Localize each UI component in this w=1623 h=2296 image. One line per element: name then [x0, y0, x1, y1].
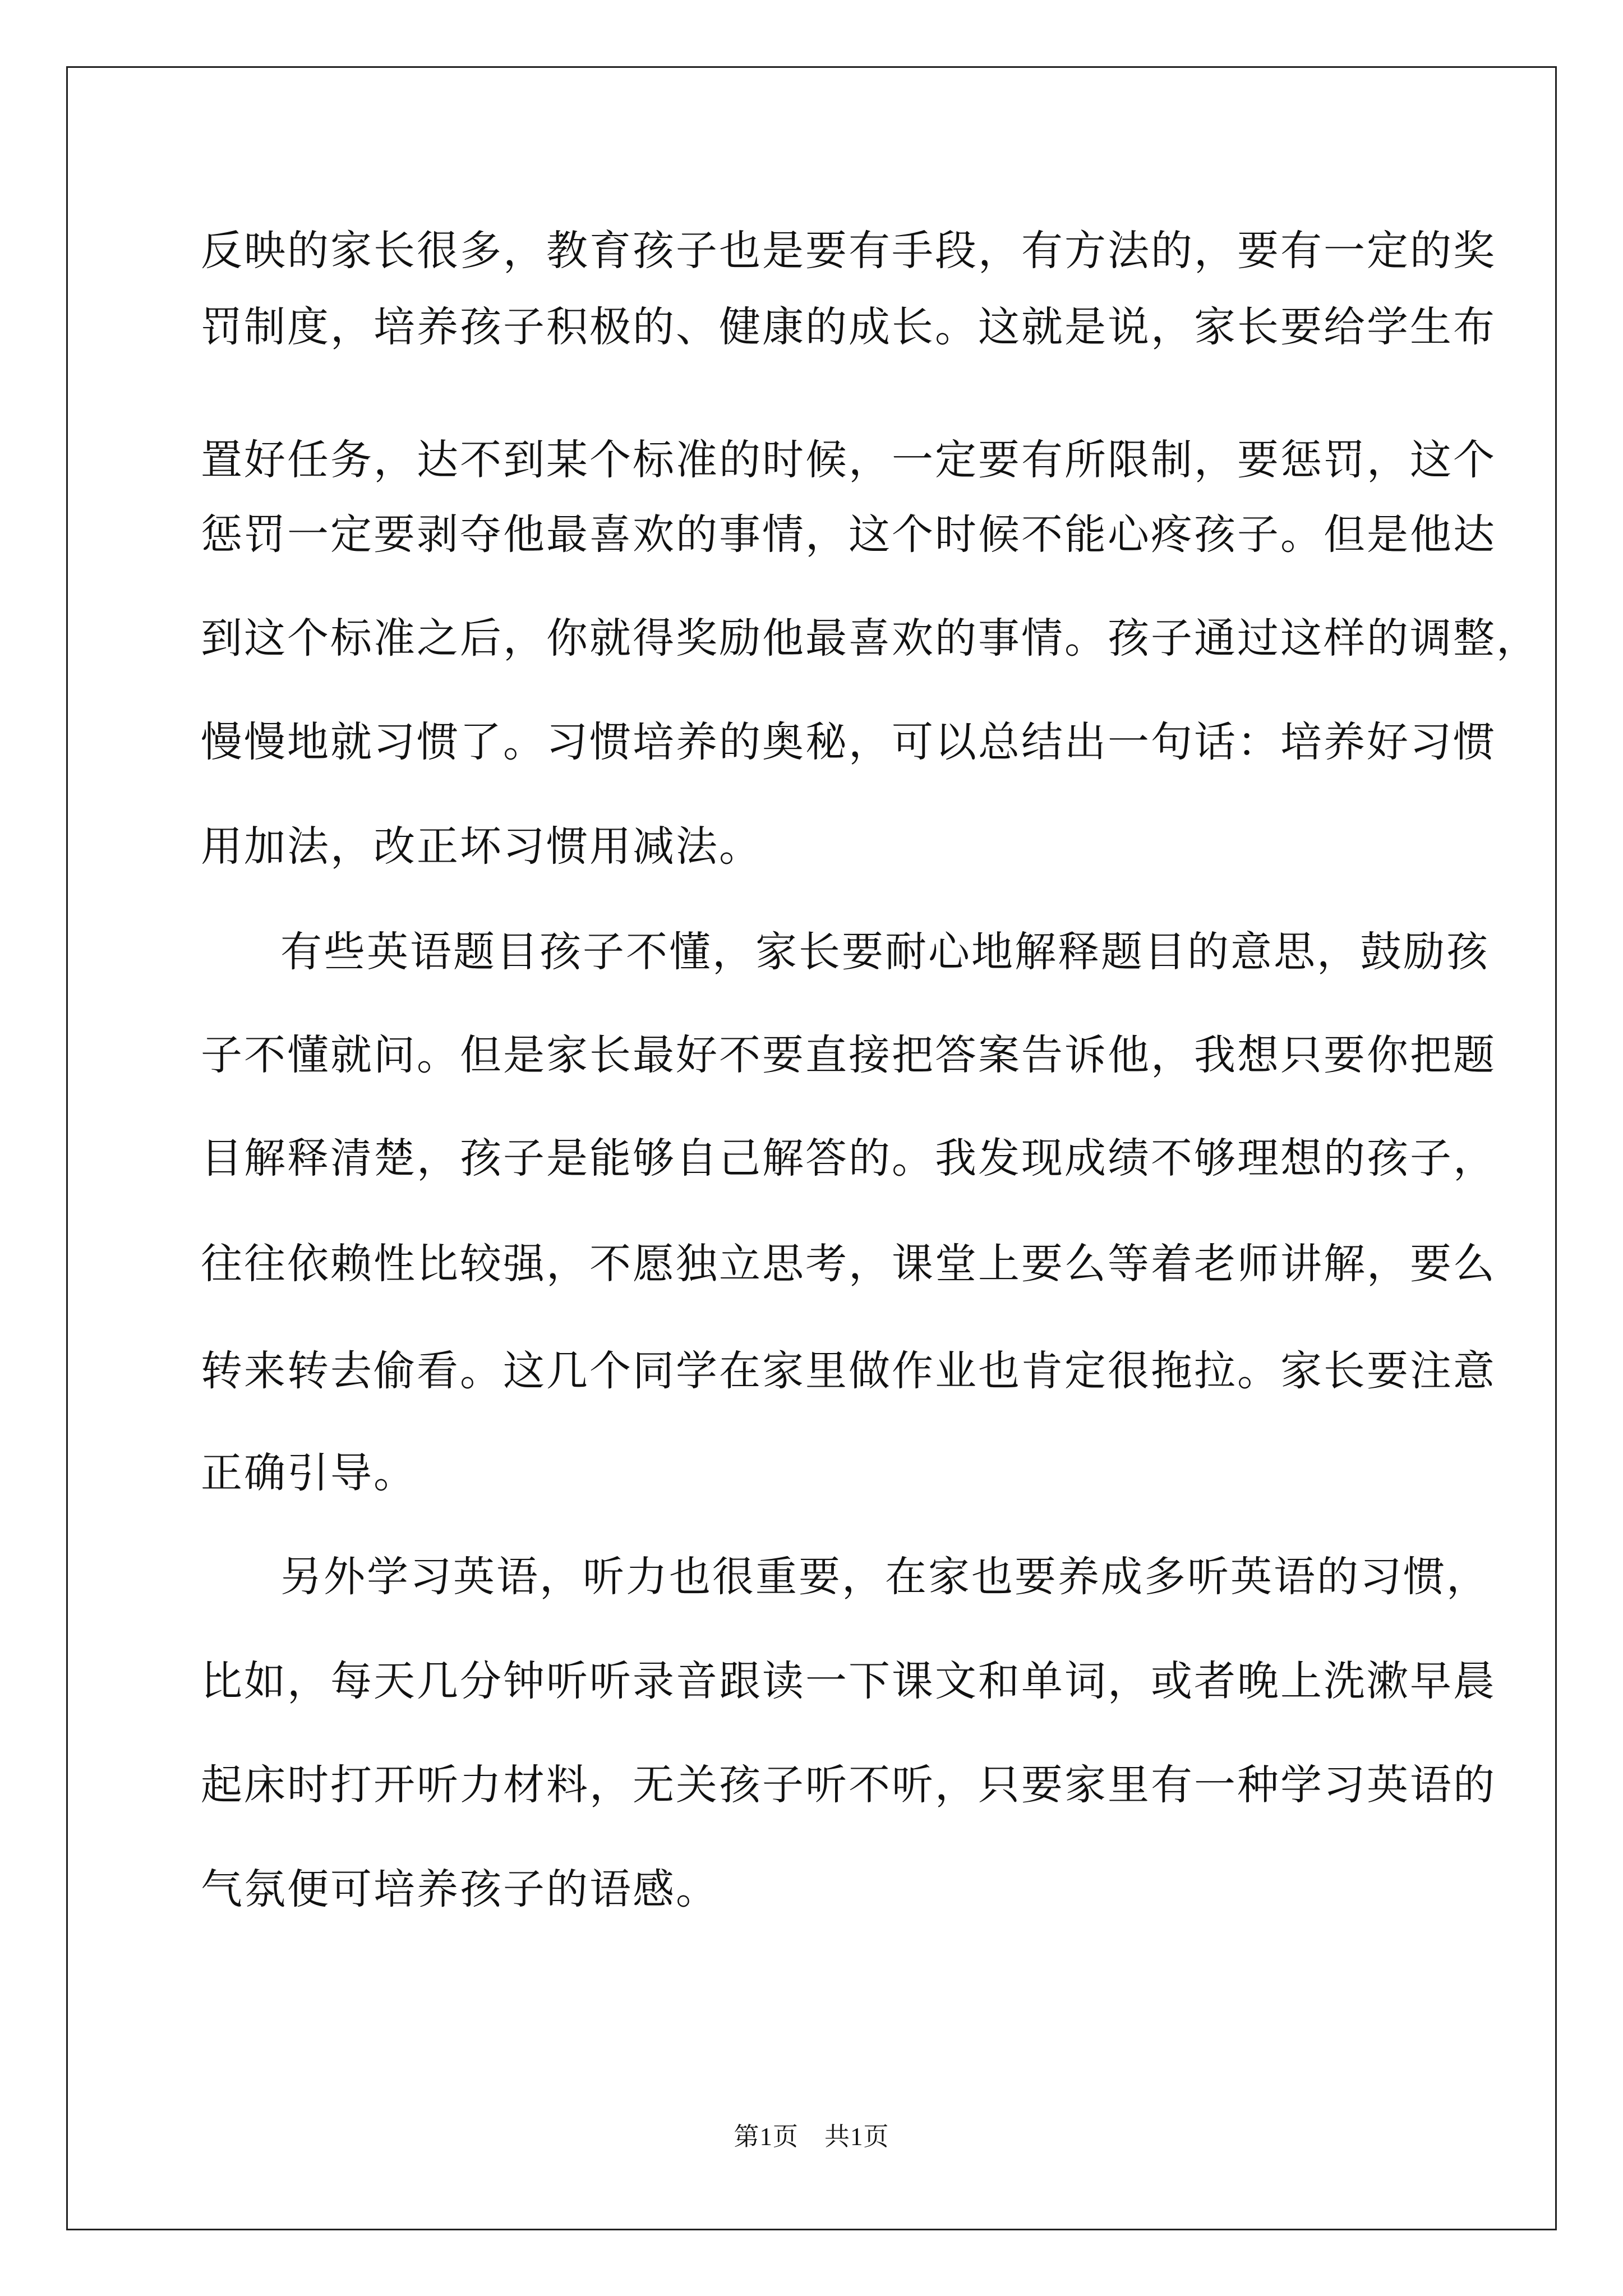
paragraph-2-line-4: 往往依赖性比较强，不愿独立思考，课堂上要么等着老师讲解，要么 [201, 1240, 1496, 1288]
paragraph-2-line-5: 转来转去偷看。这几个同学在家里做作业也肯定很拖拉。家长要注意 [201, 1347, 1496, 1395]
paragraph-2-line-3: 目解释清楚，孩子是能够自己解答的。我发现成绩不够理想的孩子， [201, 1134, 1496, 1182]
paragraph-1-line-6: 慢慢地就习惯了。习惯培养的奥秘，可以总结出一句话：培养好习惯 [201, 718, 1496, 766]
paragraph-2-line-6: 正确引导。 [201, 1449, 417, 1497]
paragraph-2-line-2: 子不懂就问。但是家长最好不要直接把答案告诉他，我想只要你把题 [201, 1031, 1496, 1079]
paragraph-1-line-1: 反映的家长很多，教育孩子也是要有手段，有方法的，要有一定的奖 [201, 227, 1496, 275]
paragraph-1-line-4: 惩罚一定要剥夺他最喜欢的事情，这个时候不能心疼孩子。但是他达 [201, 510, 1496, 559]
paragraph-1-line-7: 用加法，改正坏习惯用减法。 [201, 822, 762, 871]
paragraph-3-line-1: 另外学习英语，听力也很重要，在家也要养成多听英语的习惯， [280, 1553, 1490, 1601]
paragraph-1-line-5: 到这个标准之后，你就得奖励他最喜欢的事情。孩子通过这样的调整， [201, 614, 1539, 662]
paragraph-1-line-3: 置好任务，达不到某个标准的时候，一定要有所限制，要惩罚，这个 [201, 436, 1496, 484]
paragraph-3-line-3: 起床时打开听力材料，无关孩子听不听，只要家里有一种学习英语的 [201, 1761, 1496, 1809]
paragraph-2-line-1: 有些英语题目孩子不懂，家长要耐心地解释题目的意思，鼓励孩 [280, 928, 1490, 976]
paragraph-1-line-2: 罚制度，培养孩子积极的、健康的成长。这就是说，家长要给学生布 [201, 303, 1496, 351]
paragraph-3-line-4: 气氛便可培养孩子的语感。 [201, 1865, 719, 1913]
paragraph-3-line-2: 比如，每天几分钟听听录音跟读一下课文和单词，或者晚上洗漱早晨 [201, 1657, 1496, 1705]
page-number-footer: 第1页 共1页 [734, 2123, 889, 2151]
